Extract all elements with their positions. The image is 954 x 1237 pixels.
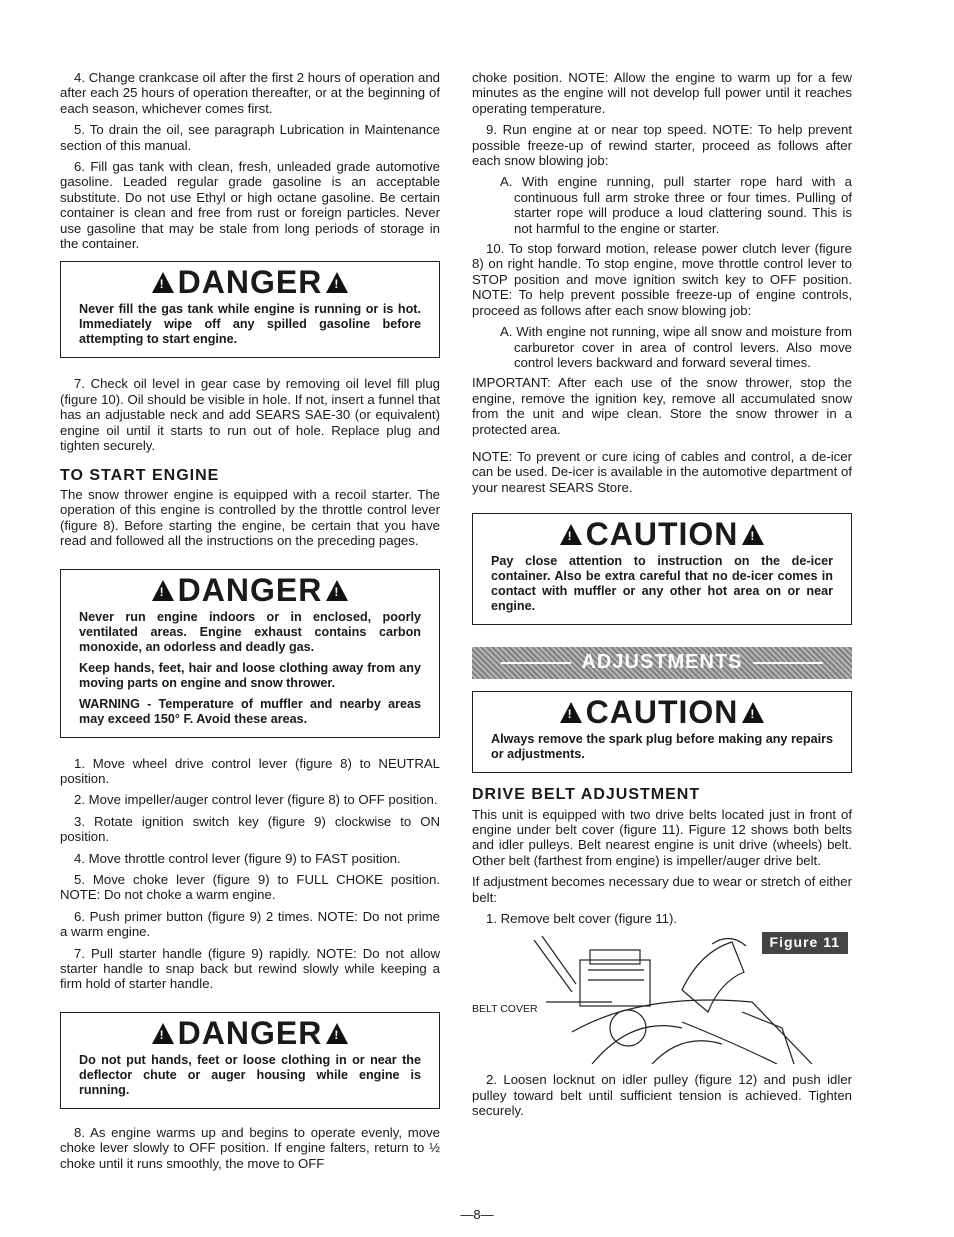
start-step-3: 3. Rotate ignition switch key (figure 9) clockwise to ON position. <box>60 813 440 845</box>
step-10-stop: 10. To stop forward motion, release power clutch lever (figure 8) on right handle. To stop engine, move throttle control lever to STOP position and move ignition switch key to OFF position. NOTE: To help prevent possible freeze-up of engine controls, proceed as follows after each snow blowing job: <box>472 241 852 318</box>
belt-cover-label: BELT COVER <box>472 1003 538 1016</box>
warning-triangle-icon <box>152 272 174 293</box>
warning-triangle-icon <box>326 1023 348 1044</box>
danger-box-chute <box>60 1012 440 1109</box>
danger-title: !DANGER! <box>79 264 421 300</box>
step-9-run-engine: 9. Run engine at or near top speed. NOTE: To help prevent possible freeze-up of rewind starter, proceed as follows after each snow blowing job: <box>472 122 852 169</box>
caution-text: Pay close attention to instruction on the de-icer container. Also be extra careful that no de-icer comes in contact with muffler or any other hot area on or near engine. <box>491 554 833 614</box>
start-step-7: 7. Pull starter handle (figure 9) rapidly. NOTE: Do not allow starter handle to snap back but rewind slowly while keeping a firm hold of starter handle. <box>60 945 440 992</box>
caution-text: Always remove the spark plug before making any repairs or adjustments. <box>491 732 833 762</box>
caution-box-spark-plug <box>472 691 852 773</box>
belt-description: This unit is equipped with two drive belts located just in front of engine under belt cover (figure 11). Figure 12 shows both belts and idler pulleys. Belt nearest engine is unit drive (wheels) belt. Other belt (farthest from engine) is impeller/auger drive belt. <box>472 806 852 868</box>
drive-belt-heading: DRIVE BELT ADJUSTMENT <box>472 786 701 804</box>
danger-box-exhaust <box>60 569 440 738</box>
start-engine-intro: The snow thrower engine is equipped with a recoil starter. The operation of this engine is controlled by the throttle control lever (figure 8). Before starting the engine, be certain that you have read and followed all the instructions on the preceding pages. <box>60 486 440 549</box>
step-7-check-gear-oil: 7. Check oil level in gear case by removing oil level fill plug (figure 10). Oil should be visible in hole. If not, insert a funnel that has an adjustable neck and add SEARS SAE-30 (or equivalent) engine oil until it starts to run out of hole. Replace plug and tighten securely. <box>60 376 440 454</box>
page-number: —8— <box>460 1207 494 1222</box>
start-step-1: 1. Move wheel drive control lever (figure 8) to NEUTRAL position. <box>60 755 440 786</box>
adjustments-banner: ADJUSTMENTS <box>472 647 852 679</box>
caution-box-de-icer <box>472 513 852 625</box>
start-step-5: 5. Move choke lever (figure 9) to FULL CHOKE position. NOTE: Do not choke a warm engine. <box>60 871 440 903</box>
de-icer-note: NOTE: To prevent or cure icing of cables and control, a de-icer can be used. De-icer is available in the automotive department of your nearest SEARS Store. <box>472 448 852 495</box>
warning-triangle-icon <box>326 272 348 293</box>
step-6-fill-gas: 6. Fill gas tank with clean, fresh, unleaded grade automotive gasoline. Leaded regular grade gasoline is an acceptable substitute. Do not use Ethyl or high octane gasoline. Be certain container is clean and free from rust or foreign particles. Never use gasoline that may be stale from long periods of storage in the container. <box>60 159 440 252</box>
right-column <box>472 70 852 1125</box>
belt-adjust-intro: If adjustment becomes necessary due to wear or stretch of either belt: <box>472 874 852 905</box>
danger-text: Do not put hands, feet or loose clothing in or near the deflector chute or auger housing while engine is running. <box>79 1052 421 1097</box>
figure-11-label: Figure 11 <box>762 932 848 953</box>
caution-title: !CAUTION! <box>491 694 833 730</box>
important-note: IMPORTANT: After each use of the snow thrower, stop the engine, remove the ignition key, remove all accumulated snow from the unit and wipe clean. Store the snow thrower in a protected area. <box>472 375 852 437</box>
warning-triangle-icon <box>742 524 764 545</box>
danger-box-gas <box>60 261 440 358</box>
warning-triangle-icon <box>742 702 764 723</box>
danger-text: Never run engine indoors or in enclosed, poorly ventilated areas. Engine exhaust contains carbon monoxide, an odorless and deadly gas. <box>79 609 421 654</box>
step-8-continued: choke position. NOTE: Allow the engine to warm up for a few minutes as the engine will not develop full power until it reaches operating temperature. <box>472 70 852 116</box>
figure-11 <box>472 932 852 1064</box>
danger-text: WARNING - Temperature of muffler and nearby areas may exceed 150° F. Avoid these areas. <box>79 696 421 726</box>
warning-triangle-icon <box>326 580 348 601</box>
start-step-2: 2. Move impeller/auger control lever (figure 8) to OFF position. <box>74 792 438 808</box>
danger-title: !DANGER! <box>79 572 421 608</box>
warning-triangle-icon <box>560 702 582 723</box>
start-step-4: 4. Move throttle control lever (figure 9) to FAST position. <box>74 850 401 866</box>
start-step-8: 8. As engine warms up and begins to operate evenly, move choke lever slowly to OFF position. If engine falters, return to ½ choke until it runs smoothly, the move to OFF <box>60 1124 440 1171</box>
danger-text: Never fill the gas tank while engine is running or is hot. Immediately wipe off any spilled gasoline before attempting to start engine. <box>79 302 421 347</box>
to-start-engine-heading: TO START ENGINE <box>60 466 220 484</box>
step-4-oil-change: 4. Change crankcase oil after the first 2 hours of operation and after each 25 hours of operation thereafter, or at the beginning of each season, whichever comes first. <box>60 70 440 116</box>
belt-step-1: 1. Remove belt cover (figure 11). <box>486 911 678 926</box>
warning-triangle-icon <box>152 1023 174 1044</box>
danger-title: !DANGER! <box>79 1015 421 1051</box>
warning-triangle-icon <box>560 524 582 545</box>
left-column <box>60 70 440 1177</box>
step-5-drain-oil: 5. To drain the oil, see paragraph Lubrication in Maintenance section of this manual. <box>60 122 440 153</box>
step-9a: A. With engine running, pull starter rope hard with a continuous full arm stroke three or four times. Pulling of starter rope will produce a loud clattering sound. This is not harmful to the engine or starter. <box>500 174 852 236</box>
belt-step-2: 2. Loosen locknut on idler pulley (figure 12) and push idler pulley toward belt until sufficient tension is achieved. Tighten securely. <box>472 1072 852 1119</box>
start-step-6: 6. Push primer button (figure 9) 2 times. NOTE: Do not prime a warm engine. <box>60 908 440 940</box>
danger-text: Keep hands, feet, hair and loose clothing away from any moving parts on engine and snow thrower. <box>79 660 421 690</box>
warning-triangle-icon <box>152 580 174 601</box>
caution-title: !CAUTION! <box>491 516 833 552</box>
step-10a: A. With engine not running, wipe all snow and moisture from carburetor cover in area of control levers. Also move control levers backward and forward several times. <box>500 324 852 370</box>
